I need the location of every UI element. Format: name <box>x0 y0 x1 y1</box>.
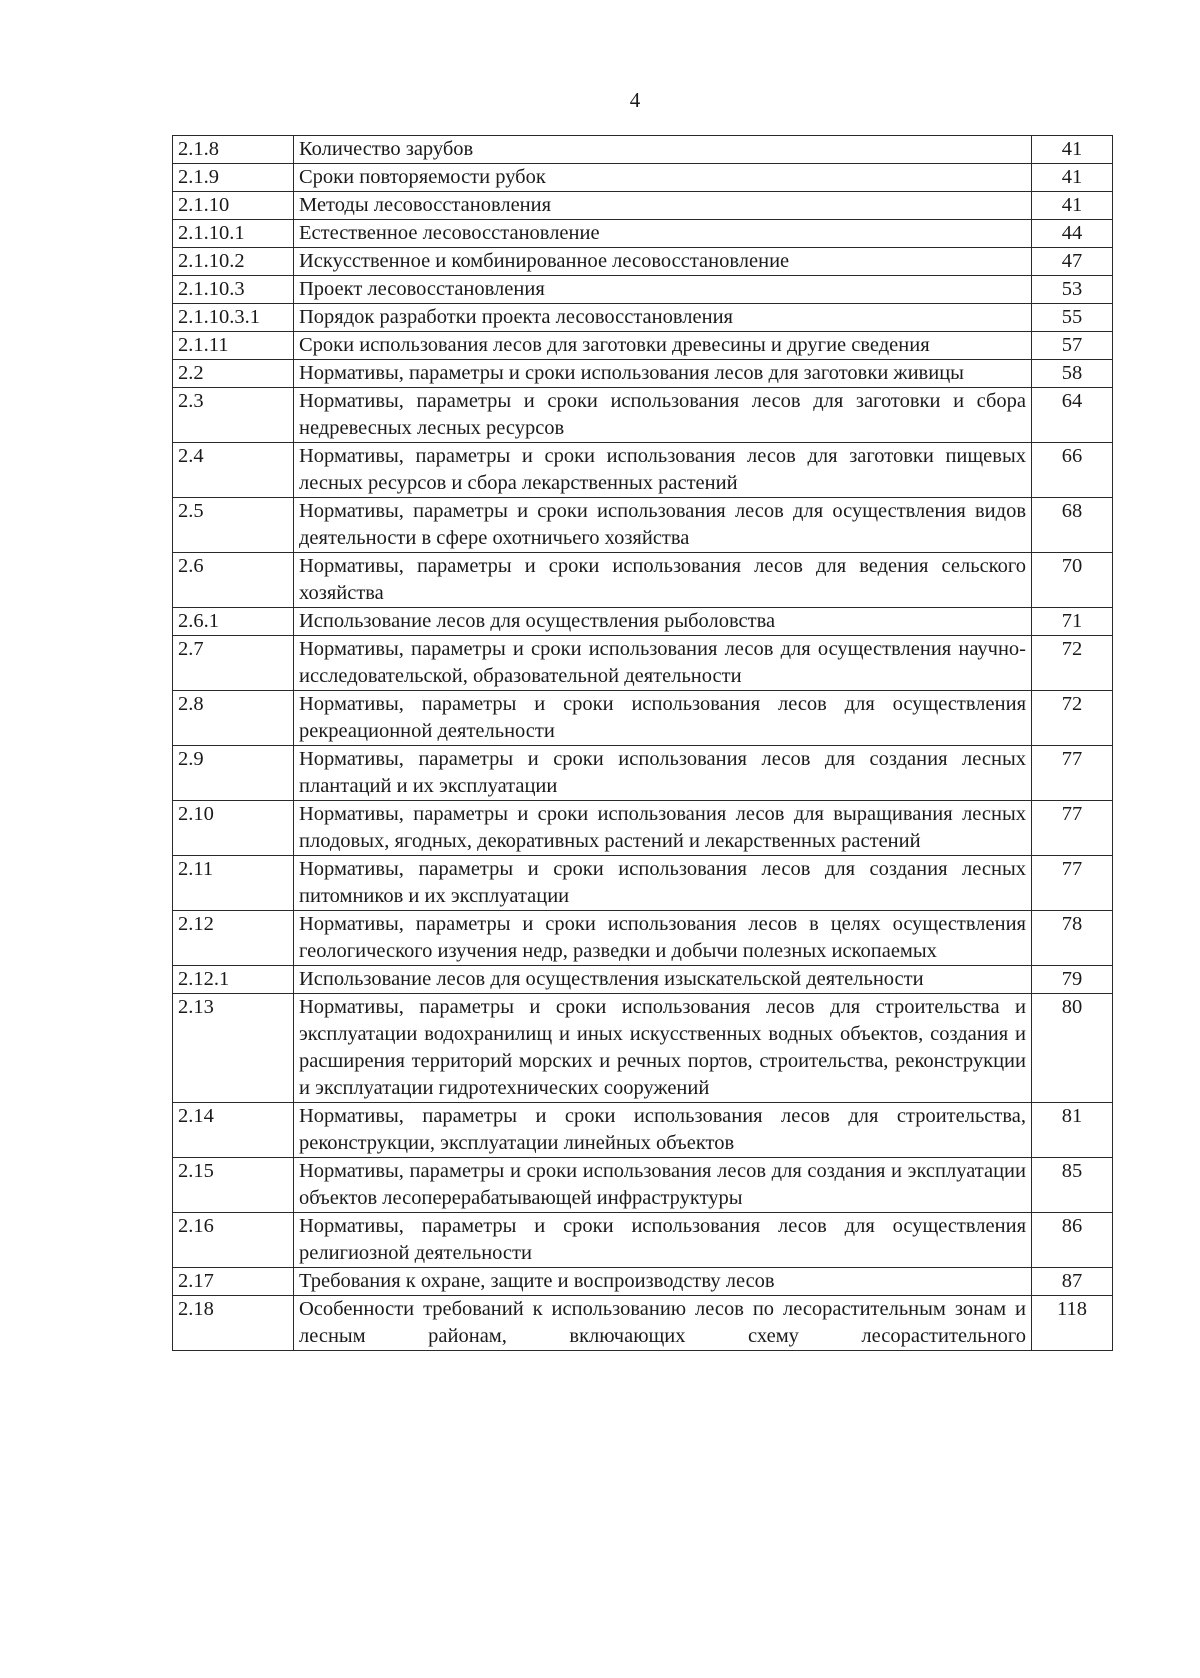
section-title: Использование лесов для осуществления изыскательской деятельности <box>294 966 1032 994</box>
toc-row <box>173 801 1113 856</box>
page-reference: 57 <box>1032 332 1113 360</box>
section-title: Сроки использования лесов для заготовки древесины и другие сведения <box>294 332 1032 360</box>
page-reference: 66 <box>1032 443 1113 498</box>
section-number: 2.5 <box>173 498 294 553</box>
toc-row <box>173 192 1113 220</box>
table-of-contents <box>172 135 1113 1351</box>
section-number: 2.13 <box>173 994 294 1103</box>
page-reference: 85 <box>1032 1158 1113 1213</box>
page-reference: 44 <box>1032 220 1113 248</box>
section-number: 2.7 <box>173 636 294 691</box>
page-reference: 77 <box>1032 801 1113 856</box>
section-title: Нормативы, параметры и сроки использования лесов для осуществления научно-исследовательской, образовательной деятельности <box>294 636 1032 691</box>
page-reference: 80 <box>1032 994 1113 1103</box>
section-title: Особенности требований к использованию лесов по лесорастительным зонам и лесным районам, включающих схему лесорастительного <box>294 1296 1032 1351</box>
toc-row <box>173 276 1113 304</box>
section-number: 2.8 <box>173 691 294 746</box>
page-reference: 78 <box>1032 911 1113 966</box>
toc-row <box>173 691 1113 746</box>
section-number: 2.3 <box>173 388 294 443</box>
section-title: Нормативы, параметры и сроки использования лесов для создания лесных питомников и их эксплуатации <box>294 856 1032 911</box>
section-title: Использование лесов для осуществления рыболовства <box>294 608 1032 636</box>
toc-row <box>173 220 1113 248</box>
page-reference: 77 <box>1032 746 1113 801</box>
section-number: 2.17 <box>173 1268 294 1296</box>
toc-row <box>173 994 1113 1103</box>
toc-row <box>173 388 1113 443</box>
page-number: 4 <box>629 88 641 112</box>
toc-row <box>173 608 1113 636</box>
toc-row <box>173 1296 1113 1351</box>
section-number: 2.12 <box>173 911 294 966</box>
page-reference: 87 <box>1032 1268 1113 1296</box>
section-number: 2.15 <box>173 1158 294 1213</box>
toc-row <box>173 498 1113 553</box>
section-number: 2.1.10.3.1 <box>173 304 294 332</box>
page-reference: 72 <box>1032 691 1113 746</box>
section-title: Естественное лесовосстановление <box>294 220 1032 248</box>
toc-row <box>173 966 1113 994</box>
section-number: 2.12.1 <box>173 966 294 994</box>
toc-row <box>173 1213 1113 1268</box>
section-title: Сроки повторяемости рубок <box>294 164 1032 192</box>
section-title: Методы лесовосстановления <box>294 192 1032 220</box>
page-reference: 53 <box>1032 276 1113 304</box>
section-number: 2.1.9 <box>173 164 294 192</box>
section-title: Нормативы, параметры и сроки использования лесов для строительства, реконструкции, эксплуатации линейных объектов <box>294 1103 1032 1158</box>
toc-row <box>173 164 1113 192</box>
section-title: Нормативы, параметры и сроки использования лесов для строительства и эксплуатации водохранилищ и иных искусственных водных объектов, создания и расширения территорий морских и речных портов, строительства, реконструкции и эксплуатации гидротехнических сооружений <box>294 994 1032 1103</box>
section-title: Нормативы, параметры и сроки использования лесов для осуществления религиозной деятельности <box>294 1213 1032 1268</box>
page-reference: 68 <box>1032 498 1113 553</box>
section-number: 2.10 <box>173 801 294 856</box>
page-reference: 71 <box>1032 608 1113 636</box>
section-number: 2.1.11 <box>173 332 294 360</box>
section-number: 2.6 <box>173 553 294 608</box>
section-number: 2.1.8 <box>173 136 294 164</box>
section-number: 2.2 <box>173 360 294 388</box>
section-title: Порядок разработки проекта лесовосстановления <box>294 304 1032 332</box>
page-reference: 118 <box>1032 1296 1113 1351</box>
section-number: 2.16 <box>173 1213 294 1268</box>
toc-row <box>173 1268 1113 1296</box>
page-reference: 79 <box>1032 966 1113 994</box>
section-number: 2.4 <box>173 443 294 498</box>
toc-row <box>173 304 1113 332</box>
page-reference: 72 <box>1032 636 1113 691</box>
page-reference: 47 <box>1032 248 1113 276</box>
section-number: 2.1.10 <box>173 192 294 220</box>
toc-row <box>173 1103 1113 1158</box>
page-reference: 77 <box>1032 856 1113 911</box>
section-number: 2.18 <box>173 1296 294 1351</box>
section-title: Нормативы, параметры и сроки использования лесов для выращивания лесных плодовых, ягодных, декоративных растений и лекарственных растений <box>294 801 1032 856</box>
page-reference: 41 <box>1032 192 1113 220</box>
page-reference: 64 <box>1032 388 1113 443</box>
section-title: Нормативы, параметры и сроки использования лесов для заготовки и сбора недревесных лесных ресурсов <box>294 388 1032 443</box>
section-title: Нормативы, параметры и сроки использования лесов для создания лесных плантаций и их эксплуатации <box>294 746 1032 801</box>
toc-row <box>173 360 1113 388</box>
page-reference: 86 <box>1032 1213 1113 1268</box>
section-title: Нормативы, параметры и сроки использования лесов для ведения сельского хозяйства <box>294 553 1032 608</box>
toc-row <box>173 856 1113 911</box>
toc-row <box>173 746 1113 801</box>
section-title: Нормативы, параметры и сроки использования лесов для заготовки пищевых лесных ресурсов и сбора лекарственных растений <box>294 443 1032 498</box>
toc-row <box>173 136 1113 164</box>
toc-row <box>173 636 1113 691</box>
toc-row <box>173 443 1113 498</box>
section-number: 2.1.10.3 <box>173 276 294 304</box>
section-number: 2.1.10.1 <box>173 220 294 248</box>
section-title: Нормативы, параметры и сроки использования лесов в целях осуществления геологического изучения недр, разведки и добычи полезных ископаемых <box>294 911 1032 966</box>
section-number: 2.9 <box>173 746 294 801</box>
section-number: 2.6.1 <box>173 608 294 636</box>
section-title: Количество зарубов <box>294 136 1032 164</box>
section-title: Требования к охране, защите и воспроизводству лесов <box>294 1268 1032 1296</box>
section-title: Нормативы, параметры и сроки использования лесов для создания и эксплуатации объектов лесоперерабатывающей инфраструктуры <box>294 1158 1032 1213</box>
page-reference: 41 <box>1032 136 1113 164</box>
toc-row <box>173 332 1113 360</box>
section-title: Нормативы, параметры и сроки использования лесов для заготовки живицы <box>294 360 1032 388</box>
toc-row <box>173 911 1113 966</box>
section-title: Проект лесовосстановления <box>294 276 1032 304</box>
section-title: Нормативы, параметры и сроки использования лесов для осуществления рекреационной деятельности <box>294 691 1032 746</box>
section-number: 2.1.10.2 <box>173 248 294 276</box>
section-title: Нормативы, параметры и сроки использования лесов для осуществления видов деятельности в сфере охотничьего хозяйства <box>294 498 1032 553</box>
section-number: 2.14 <box>173 1103 294 1158</box>
page-reference: 70 <box>1032 553 1113 608</box>
page-reference: 81 <box>1032 1103 1113 1158</box>
page-reference: 55 <box>1032 304 1113 332</box>
section-number: 2.11 <box>173 856 294 911</box>
page-reference: 58 <box>1032 360 1113 388</box>
toc-row <box>173 553 1113 608</box>
toc-row <box>173 1158 1113 1213</box>
page-reference: 41 <box>1032 164 1113 192</box>
section-title: Искусственное и комбинированное лесовосстановление <box>294 248 1032 276</box>
toc-row <box>173 248 1113 276</box>
